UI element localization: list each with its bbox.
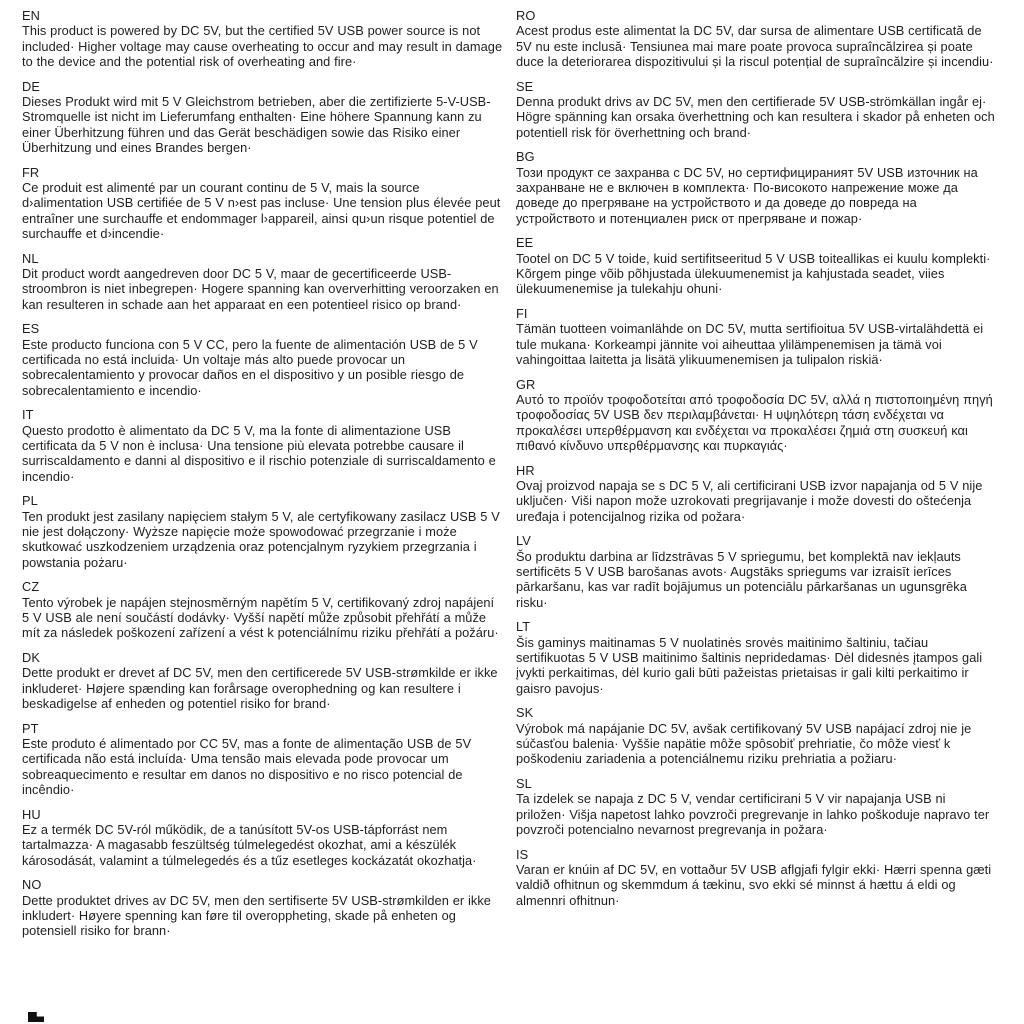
language-section-is bbox=[516, 847, 998, 908]
language-section-es bbox=[22, 321, 504, 397]
language-section-pl bbox=[22, 493, 504, 569]
warning-text: Ta izdelek se napaja z DC 5 V, vendar certificirani 5 V vir napajanja USB ni priložen· Višja napetost lahko povzroči pregrevanje in lahko poškoduje napravo ter povzroči potencialno nevarnost pregrevanja in požara· bbox=[516, 791, 990, 837]
language-code: SE bbox=[516, 78, 534, 94]
warning-text: Questo prodotto è alimentato da DC 5 V, ma la fonte di alimentazione USB certificata da 5 V non è inclusa· Una tensione più elevata potrebbe causare il surriscaldamento e danni al dispositivo e il rischio potenziale di surriscaldamento e incendio· bbox=[22, 422, 496, 484]
language-section-ro bbox=[516, 8, 998, 69]
language-code: FI bbox=[516, 306, 528, 322]
warning-text: Ce produit est alimenté par un courant continu de 5 V, mais la source d›alimentation USB certifiée de 5 V n›est pas incluse· Une tension plus élevée peut entraîner une surchauffe et endommager l›appareil, ainsi qu›un risque potentiel de surchauffe et d›incendie· bbox=[22, 179, 501, 241]
language-code: IT bbox=[22, 407, 34, 423]
language-code: PT bbox=[22, 720, 39, 736]
language-section-fi bbox=[516, 306, 998, 367]
language-code: HU bbox=[22, 806, 41, 822]
language-code: NL bbox=[22, 250, 39, 266]
language-code: IS bbox=[516, 846, 529, 862]
warning-text: Tootel on DC 5 V toide, kuid sertifitseeritud 5 V USB toiteallikas ei kuulu komplekti· Kõrgem pinge võib põhjustada ülekuumenemist ja kahjustada seadet, viies ülekuumenemise ja tulekahju ohuni· bbox=[516, 250, 991, 297]
language-section-sl bbox=[516, 776, 998, 837]
language-section-no bbox=[22, 877, 504, 938]
warning-text: Este produto é alimentado por CC 5V, mas a fonte de alimentação USB de 5V certificada não está incluída· Uma tensão mais elevada pode provocar um sobreaquecimento e resultar em danos no dispositivo e no risco potencial de incêndio· bbox=[22, 735, 472, 797]
warning-text: Este producto funciona con 5 V CC, pero la fuente de alimentación USB de 5 V certificada no está incluida· Un voltaje más alto puede provocar un sobrecalentamiento y provocar daños en el dispositivo y un posible riesgo de sobrecalentamiento e incendio· bbox=[22, 336, 478, 398]
language-section-fr bbox=[22, 165, 504, 241]
warning-text: This product is powered by DC 5V, but the certified 5V USB power source is not included· Higher voltage may cause overheating to occur and may result in damage to the device and the potential risk of overheating and fire· bbox=[22, 23, 503, 69]
language-code: RO bbox=[516, 8, 536, 23]
language-code: LT bbox=[516, 619, 531, 635]
warning-text: Dette produktet drives av DC 5V, men den sertifiserte 5V USB-strømkilden er ikke inkludert· Høyere spenning kan føre til overoppheting, skade på enheten og potensiell risiko for brann· bbox=[22, 892, 491, 939]
language-section-cz bbox=[22, 579, 504, 640]
text-column bbox=[22, 8, 504, 948]
language-code: EN bbox=[22, 8, 40, 23]
warning-text: Acest produs este alimentat la DC 5V, dar sursa de alimentare USB certificată de 5V nu este inclusă· Tensiunea mai mare poate provoca supraîncălzirea și poate duce la deteriorarea dispozitivului și la riscul potențial de supraîncălzire și incendiu· bbox=[516, 23, 994, 69]
language-section-en bbox=[22, 8, 504, 69]
language-section-hu bbox=[22, 807, 504, 868]
language-code: NO bbox=[22, 877, 42, 893]
language-section-sk bbox=[516, 705, 998, 766]
language-code: BG bbox=[516, 149, 535, 165]
language-section-nl bbox=[22, 251, 504, 312]
language-section-de bbox=[22, 79, 504, 155]
cropped-text-fragment bbox=[28, 1012, 44, 1022]
language-code: GR bbox=[516, 376, 536, 392]
warning-text: Šo produktu darbina ar līdzstrāvas 5 V spriegumu, bet komplektā nav iekļauts sertificēts 5 V USB barošanas avots· Augstāks spriegums var izraisīt ierīces pārkaršanu, kas var radīt bojājumus un potenciālu pārkaršanas un ugunsgrēka risku· bbox=[516, 548, 967, 610]
language-code: SK bbox=[516, 705, 534, 721]
language-section-lt bbox=[516, 619, 998, 695]
language-code: DE bbox=[22, 78, 40, 94]
language-code: LV bbox=[516, 533, 531, 549]
language-section-ee bbox=[516, 235, 998, 296]
warning-text: Výrobok má napájanie DC 5V, avšak certifikovaný 5V USB napájací zdroj nie je súčasťou balenia· Vyššie napätie môže spôsobiť prehriatie, čo môže viesť k poškodeniu zariadenia a potenciálnemu riziku prehriatia a požiaru· bbox=[516, 720, 972, 767]
language-code: DK bbox=[22, 649, 40, 665]
warning-text: Ovaj proizvod napaja se s DC 5 V, ali certificirani USB izvor napajanja od 5 V nije uključen· Viši napon može uzrokovati pregrijavanje i može dovesti do oštećenja uređaja i potencijalnog rizika od požara· bbox=[516, 478, 983, 524]
language-code: ES bbox=[22, 321, 40, 337]
warning-text: Ez a termék DC 5V-ról működik, de a tanúsított 5V-os USB-tápforrást nem tartalmazza· A magasabb feszültség túlmelegedést okozhat, ami a készülék károsodását, valamint a túlmelegedés és a tűz esetleges kockázatát okozhatja· bbox=[22, 821, 477, 868]
warning-text: Denna produkt drivs av DC 5V, men den certifierade 5V USB-strömkällan ingår ej· Högre spänning kan orsaka överhettning och kan resultera i skador på enheten och potentiell risk för överhettning och brand· bbox=[516, 93, 995, 140]
language-section-hr bbox=[516, 463, 998, 524]
language-section-lv bbox=[516, 533, 998, 609]
warning-text: Dieses Produkt wird mit 5 V Gleichstrom betrieben, aber die zertifizierte 5-V-USB-Stromquelle ist nicht im Lieferumfang enthalten· Eine höhere Spannung kann zu einer Überhitzung führen und das Gerät beschädigen sowie das Risiko einer Überhitzung und eines Brandes bergen· bbox=[22, 93, 491, 155]
warning-text: Tento výrobek je napájen stejnosměrným napětím 5 V, certifikovaný zdroj napájení 5 V USB ale není součástí dodávky· Vyšší napětí může způsobit přehřátí a může mít za následek poškození zařízení a vést k potenciálnímu riziku přehřátí a požáru· bbox=[22, 594, 499, 641]
language-section-gr bbox=[516, 377, 998, 453]
warning-text: Dit product wordt aangedreven door DC 5 V, maar de gecertificeerde USB-stroombron is niet inbegrepen· Hogere spanning kan oververhitting veroorzaken en kan resulteren in schade aan het apparaat en een potentieel risico op brand· bbox=[22, 265, 499, 312]
warning-text: Varan er knúin af DC 5V, en vottaður 5V USB aflgjafi fylgir ekki· Hærri spenna gæti valdið ofhitnun og skemmdum á tækinu, svo ekki sé minnst á hættu á eldi og almennri ofhitnun· bbox=[516, 862, 992, 908]
language-code: PL bbox=[22, 493, 38, 509]
language-section-it bbox=[22, 407, 504, 483]
language-section-dk bbox=[22, 650, 504, 711]
language-code: HR bbox=[516, 462, 535, 478]
language-code: EE bbox=[516, 235, 534, 251]
language-code: CZ bbox=[22, 579, 40, 595]
warning-text: Tämän tuotteen voimanlähde on DC 5V, mutta sertifioitua 5V USB-virtalähdettä ei tule mukana· Korkeampi jännite voi aiheuttaa ylilämpenemisen ja tämä voi vahingoittaa laitetta ja lisätä ylikuumenemisen ja tulipalon riskiä· bbox=[516, 321, 984, 367]
warning-text: Ten produkt jest zasilany napięciem stałym 5 V, ale certyfikowany zasilacz USB 5 V nie jest dołączony· Wyższe napięcie może spowodować przegrzanie i może skutkować uszkodzeniem urządzenia oraz potencjalnym ryzykiem przegrzania i powstania pożaru· bbox=[22, 508, 500, 570]
language-section-pt bbox=[22, 721, 504, 797]
warning-text: Šis gaminys maitinamas 5 V nuolatinės srovės maitinimo šaltiniu, tačiau sertifikuotas 5 V USB maitinimo šaltinis nepridedamas· Dėl didesnės įtampos gali įvykti perkaitimas, dėl kurio gali būti pažeistas prietaisas ir gali kilti perkaitimo ir gaisro pavojus· bbox=[516, 634, 983, 696]
language-code: SL bbox=[516, 776, 532, 792]
language-section-se bbox=[516, 79, 998, 140]
text-column bbox=[516, 8, 998, 948]
language-code: FR bbox=[22, 164, 40, 180]
language-section-bg bbox=[516, 149, 998, 225]
warning-text: Този продукт се захранва с DC 5V, но сертифицираният 5V USB източник на захранване не е включен в комплекта· По-високото напрежение може да доведе до прегряване на устройството и да доведе до повреда на устройството и потенциален риск от прегряване и пожар· bbox=[516, 164, 978, 226]
warning-text: Dette produkt er drevet af DC 5V, men den certificerede 5V USB-strømkilde er ikke inkluderet· Højere spænding kan forårsage overophedning og kan resultere i beskadigelse af enheden og potentiel risiko for brand· bbox=[22, 665, 498, 711]
warning-text: Αυτό το προϊόν τροφοδοτείται από τροφοδοσία DC 5V, αλλά η πιστοποιημένη πηγή τροφοδοσίας 5V USB δεν περιλαμβάνεται· Η υψηλότερη τάση ενδέχεται να προκαλέσει υπερθέρμανση και ενδέχεται να προκαλέσει ζημιά στη συσκευή και πιθανό κίνδυνο υπερθέρμανσης και πυρκαγιάς· bbox=[516, 392, 993, 453]
